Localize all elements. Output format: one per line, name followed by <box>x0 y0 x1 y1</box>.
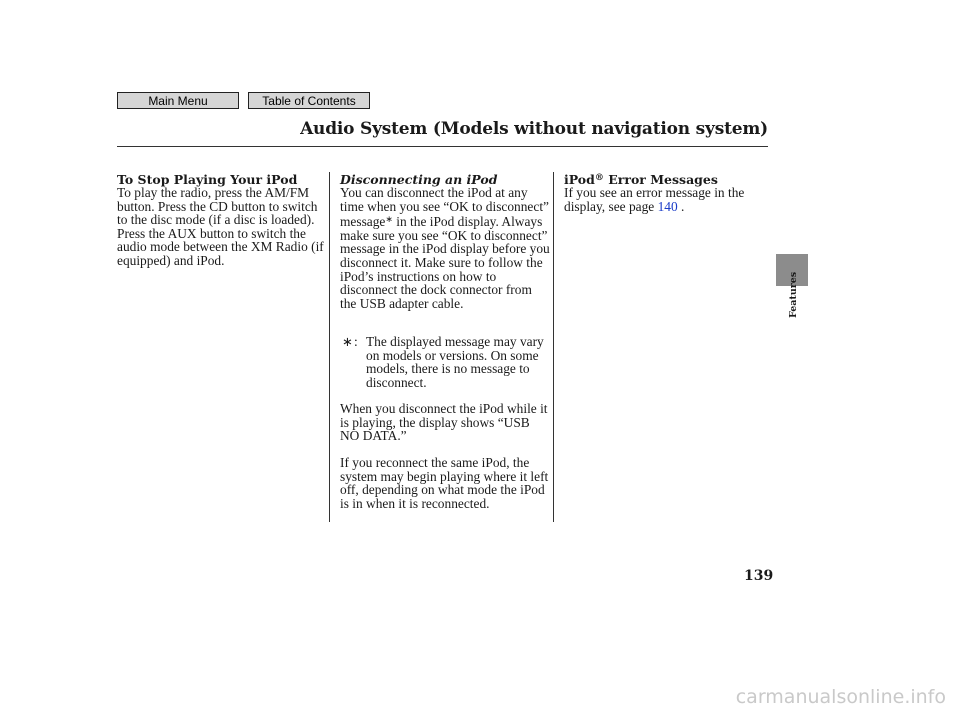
page-number: 139 <box>744 568 774 584</box>
disconnecting-heading: Disconnecting an iPod <box>340 172 498 187</box>
section-side-label <box>770 271 814 350</box>
disconnect-paragraph-2: When you disconnect the iPod while it is playing, the display shows “USB NO DATA.” <box>340 401 548 444</box>
disconnect-text-a: You can disconnect the iPod at any time when you see “OK to disconnect” message <box>340 185 549 230</box>
main-menu-button[interactable]: Main Menu <box>117 92 239 109</box>
column-divider <box>329 172 330 522</box>
disconnect-text-b: in the iPod display. Always make sure you see “OK to disconnect” message in the iPod display before you disconnect it. Make sure to follow the iPod’s instructions on how to disconnect the dock connector from the USB adapter cable. <box>340 214 550 311</box>
disconnect-paragraph-3: If you reconnect the same iPod, the system may begin playing where it left off, depending on what mode the iPod is in when it is reconnected. <box>340 455 549 511</box>
stop-playing-text: To play the radio, press the AM/FM button. Press the CD button to switch to the disc mode (if a disc is loaded). Press the AUX button to switch the audio mode between the XM Radio (if equipped) and iPod. <box>117 185 324 268</box>
page-title: Audio System (Models without navigation system) <box>300 119 768 139</box>
error-heading-ipod: iPod <box>564 172 595 187</box>
error-text-b: . <box>677 198 685 214</box>
error-messages-text <box>564 186 760 213</box>
table-of-contents-button[interactable]: Table of Contents <box>248 92 370 109</box>
disconnect-paragraph-1 <box>340 186 550 310</box>
footnote-marker: ∗ <box>385 214 393 225</box>
watermark: carmanualsonline.info <box>735 686 946 708</box>
note-star: ∗ <box>342 334 353 349</box>
features-label: Features <box>788 271 799 318</box>
note-colon: : <box>354 334 358 349</box>
page-140-link[interactable]: 140 <box>657 198 678 214</box>
error-text-a: If you see an error message in the display, see page <box>564 185 745 214</box>
registered-mark: ® <box>594 173 604 183</box>
error-heading-rest: Error Messages <box>603 172 718 187</box>
stop-playing-heading: To Stop Playing Your iPod <box>117 172 298 187</box>
footnote-text: The displayed message may vary on models or versions. On some models, there is no message to disconnect. <box>366 334 544 390</box>
column-divider <box>553 172 554 522</box>
header-rule <box>117 146 768 147</box>
